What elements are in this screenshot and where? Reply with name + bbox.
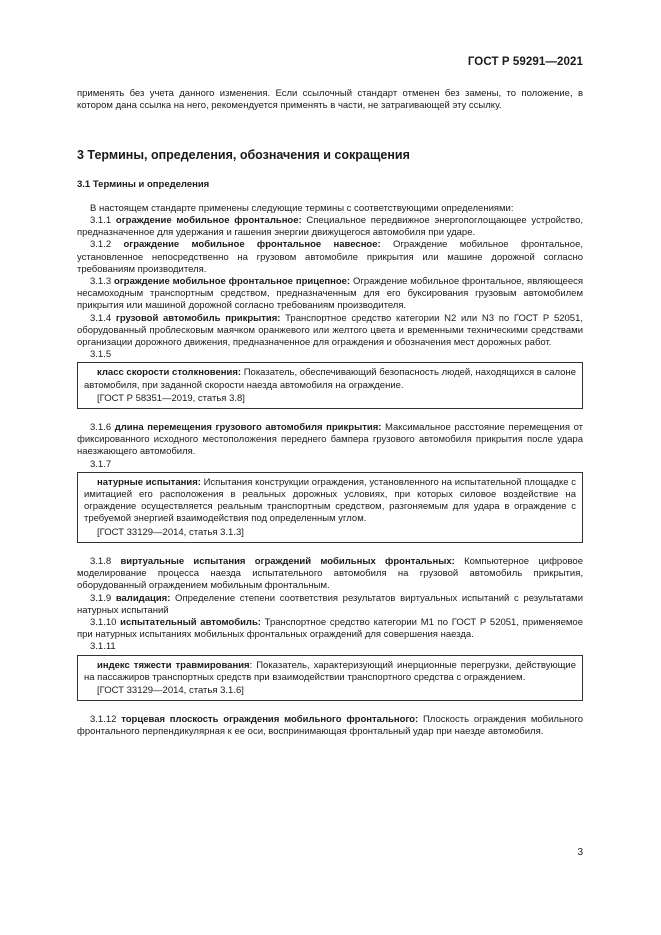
term-3-1-3: 3.1.3 ограждение мобильное фронтальное прицепное: Ограждение мобильное фронтальное, являющееся несамоходным транспортным средством, предназначенным для его буксирования грузовым автомобилем прикрытия или машиной дорожной согласно требованиям производителя.	[77, 276, 584, 312]
term-name: грузовой автомобиль прикрытия:	[115, 312, 281, 324]
term-3-1-6: 3.1.6 длина перемещения грузового автомобиля прикрытия: Максимальное расстояние перемещения от фиксированного исходного местоположения переднего бампера грузового автомобиля прикрытия после удара наезжающего автомобиля.	[77, 422, 583, 458]
term-3-1-10: 3.1.10 испытательный автомобиль: Транспортное средство категории М1 по ГОСТ Р 52051, применяемое при натурных испытаниях мобильных фронтальных ограждений для совершения наезда.	[77, 616, 584, 641]
subsection-title: 3.1 Термины и определения	[77, 178, 210, 190]
term-source: [ГОСТ 33129—2014, статья 3.1.3]	[97, 526, 244, 538]
term-3-1-4: 3.1.4 грузовой автомобиль прикрытия: Транспортное средство категории N2 или N3 по ГОСТ Р 52051, оборудованный проблесковым маячком оранжевого или желтого цвета и временными техническими средствами организации дорожного движения, предназначенное для ограждения и обозначения мест дорожных работ.	[77, 312, 584, 349]
term-name: ограждение мобильное фронтальное:	[115, 215, 302, 227]
term-name: торцевая плоскость ограждения мобильного фронтального:	[121, 714, 419, 726]
term-3-1-1: 3.1.1 ограждение мобильное фронтальное: Специальное передвижное энергопоглощающее устройство, предназначенное для удержания и гашения энергии движущегося автомобиля при ударе.	[77, 215, 584, 239]
term-name: валидация:	[115, 592, 171, 604]
term-box-3-1-7	[77, 472, 583, 543]
page-content	[77, 88, 583, 739]
term-3-1-12: 3.1.12 торцевая плоскость ограждения мобильного фронтального: Плоскость ограждения мобильного фронтального перпендикулярная к ее оси, воспринимающая фронтальный удар при наезде автомобиля.	[77, 714, 583, 738]
term-source: [ГОСТ 33129—2014, статья 3.1.6]	[97, 684, 244, 696]
term-number-3-1-5: 3.1.5	[90, 349, 112, 361]
term-name: длина перемещения грузового автомобиля прикрытия:	[114, 422, 382, 434]
intro-paragraph: применять без учета данного изменения. Если ссылочный стандарт отменен без замены, то положение, в котором дана ссылка на него, рекомендуется применять в части, не затрагивающей эту ссылку.	[77, 88, 583, 112]
section-title: 3 Термины, определения, обозначения и сокращения	[77, 148, 410, 163]
term-3-1-9: 3.1.9 валидация: Определение степени соответствия результатов виртуальных испытаний с результатами натурных испытаний	[77, 592, 584, 616]
term-definition: класс скорости столкновения: Показатель, обеспечивающий безопасность людей, находящихся в салоне автомобиля, при заданной скорости наезда автомобиля на ограждение.	[84, 367, 576, 391]
standard-header: ГОСТ Р 59291—2021	[467, 56, 583, 68]
term-name: испытательный автомобиль:	[120, 616, 261, 628]
term-3-1-2: 3.1.2 ограждение мобильное фронтальное навесное: Ограждение мобильное фронтальное, установленное непосредственно на грузовом автомобиле прикрытия или машине дорожной согласно требованиям производителя.	[77, 239, 583, 275]
term-name: виртуальные испытания ограждений мобильных фронтальных:	[120, 555, 455, 567]
term-name: класс скорости столкновения:	[97, 367, 242, 379]
term-definition: индекс тяжести травмирования: Показатель, характеризующий инерционные перегрузки, действующие на пассажиров транспортных средств при взаимодействии транспортного средства с ограждением.	[84, 659, 576, 683]
term-name: ограждение мобильное фронтальное навесное:	[123, 239, 381, 251]
term-source: [ГОСТ Р 58351—2019, статья 3.8]	[97, 392, 245, 404]
term-number-3-1-11: 3.1.11	[90, 641, 116, 653]
term-name: индекс тяжести травмирования	[97, 659, 250, 671]
term-definition: натурные испытания: Испытания конструкции ограждения, установленного на испытательной площадке с имитацией его расположения в реальных дорожных условиях, при которых силовое воздействие на ограждение осуществляется реальным транспортным средством, разгоняемым для удара в ограждение с требуемой энергией взаимодействия под определенным углом.	[84, 476, 576, 525]
term-3-1-8: 3.1.8 виртуальные испытания ограждений мобильных фронтальных: Компьютерное цифровое моделирование процесса наезда испытательного автомобиля на грузовой автомобиль прикрытия, оборудованный ограждением мобильным фронтальным.	[77, 555, 584, 592]
page-number: 3	[577, 847, 583, 858]
section-lead: В настоящем стандарте применены следующие термины с соответствующими определениями:	[90, 202, 514, 214]
term-number-3-1-7: 3.1.7	[90, 458, 112, 470]
term-box-3-1-5	[77, 362, 583, 409]
term-box-3-1-11	[77, 655, 583, 702]
term-name: натурные испытания:	[97, 476, 201, 488]
term-name: ограждение мобильное фронтальное прицепное:	[114, 276, 351, 288]
